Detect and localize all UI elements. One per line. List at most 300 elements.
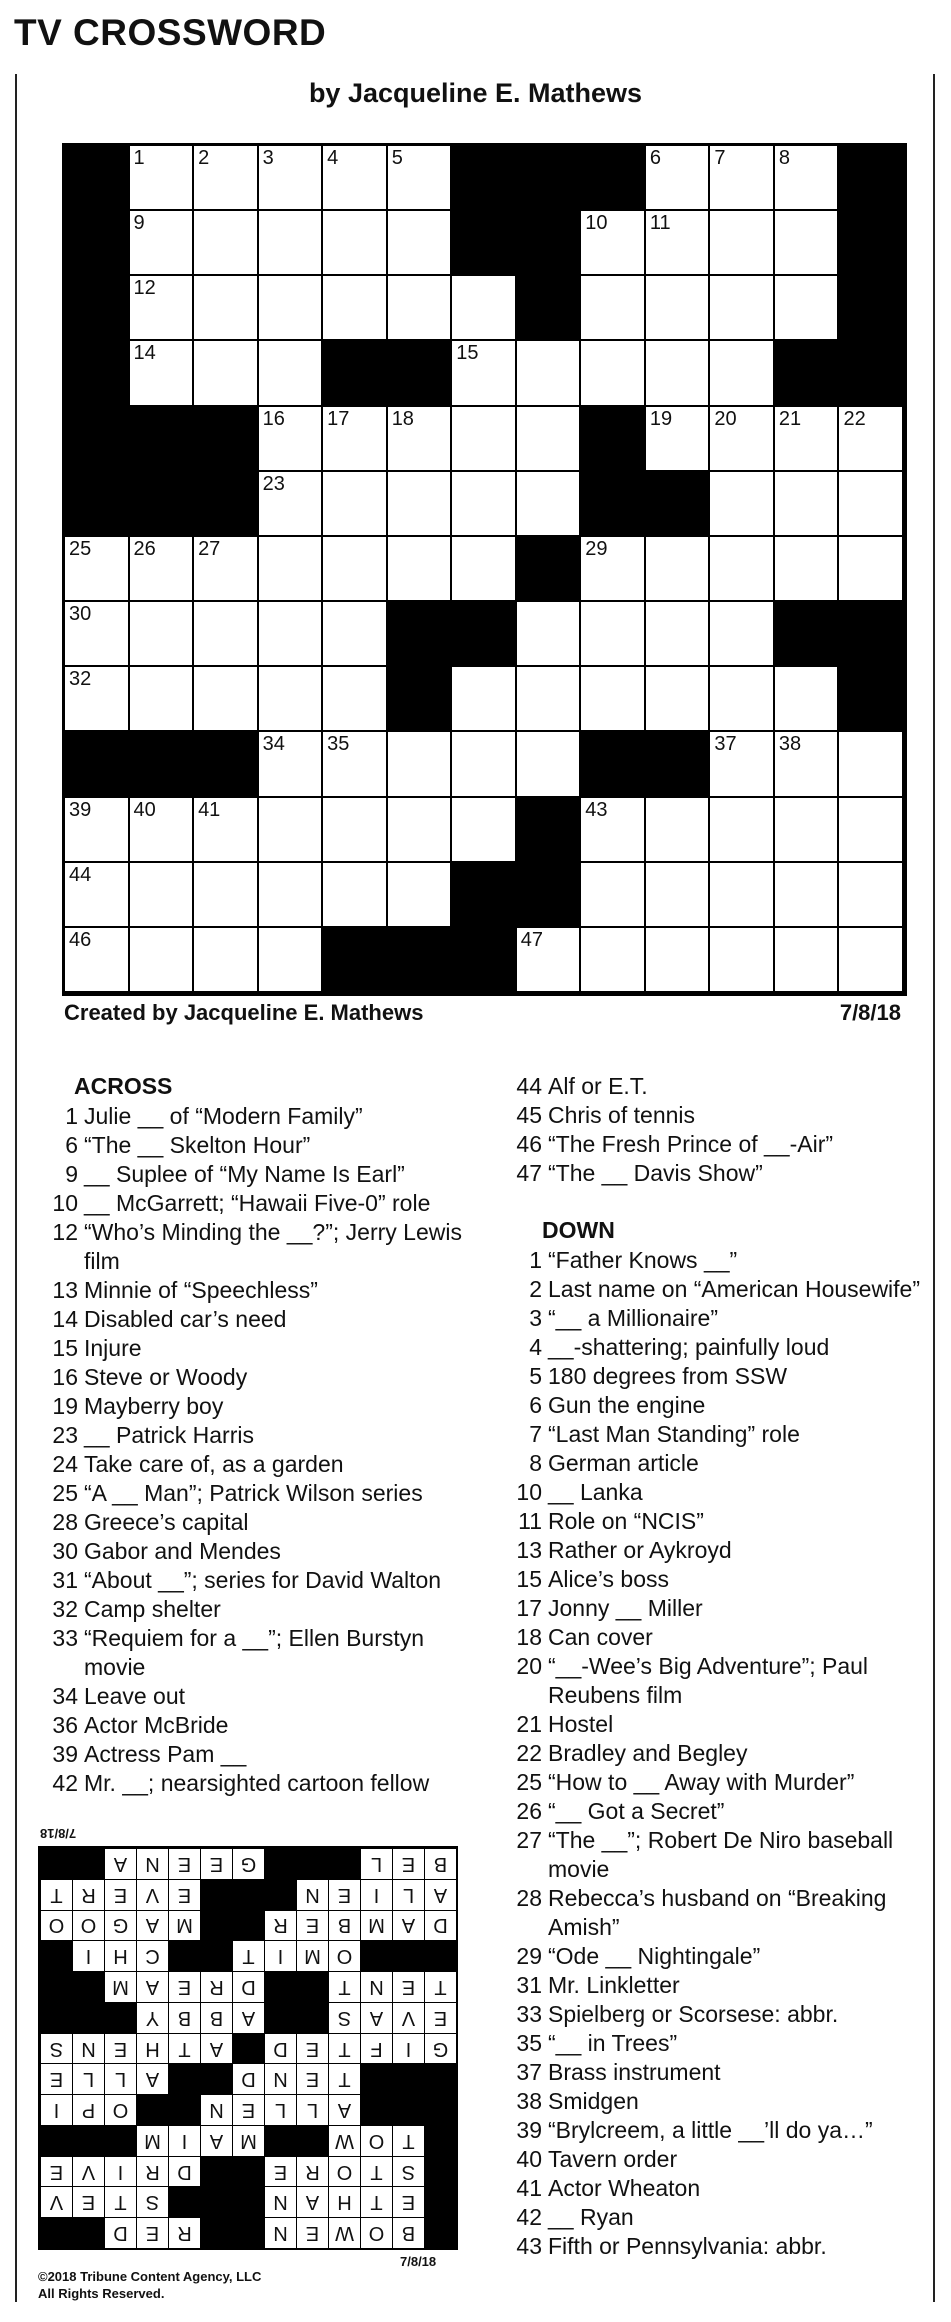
grid-cell[interactable] xyxy=(65,667,130,732)
answer-block xyxy=(232,2217,264,2248)
grid-cell[interactable] xyxy=(388,146,453,211)
answer-cell: N xyxy=(72,2033,104,2064)
grid-cell[interactable] xyxy=(452,667,517,732)
answer-block xyxy=(40,2217,72,2248)
clue-number: 23 xyxy=(262,472,285,495)
grid-cell[interactable] xyxy=(517,928,582,993)
clue-number: 31 xyxy=(52,1567,78,1593)
clue-number: 5 xyxy=(529,1363,542,1389)
grid-cell[interactable] xyxy=(323,472,388,537)
grid-cell[interactable] xyxy=(646,798,711,863)
answer-cell: E xyxy=(136,2217,168,2248)
clue-number: 12 xyxy=(52,1219,78,1245)
grid-cell[interactable] xyxy=(65,798,130,863)
grid-block xyxy=(130,407,195,472)
answer-cell: A xyxy=(200,2033,232,2064)
grid-cell[interactable] xyxy=(517,341,582,406)
clue-number: 14 xyxy=(52,1306,78,1332)
clue-number: 22 xyxy=(843,407,866,430)
grid-cell[interactable] xyxy=(517,407,582,472)
clue-number: 3 xyxy=(529,1305,542,1331)
grid-cell[interactable] xyxy=(259,928,324,993)
down-clue xyxy=(500,2087,930,2116)
grid-cell[interactable] xyxy=(839,732,904,797)
down-clue xyxy=(500,2203,930,2232)
answer-block xyxy=(424,2063,456,2094)
grid-cell[interactable] xyxy=(710,863,775,928)
clue-text: Tavern order xyxy=(548,2146,678,2172)
clue-number: 9 xyxy=(65,1161,78,1187)
grid-block xyxy=(517,863,582,928)
grid-cell[interactable] xyxy=(710,276,775,341)
grid-cell[interactable] xyxy=(517,732,582,797)
grid-cell[interactable] xyxy=(710,341,775,406)
answer-cell: D xyxy=(264,2033,296,2064)
byline: by Jacqueline E. Mathews xyxy=(308,78,643,108)
clue-text: Gabor and Mendes xyxy=(84,1538,281,1564)
down-clue xyxy=(500,1304,930,1333)
grid-cell[interactable] xyxy=(581,863,646,928)
clue-number: 34 xyxy=(262,733,285,756)
down-clue xyxy=(500,2116,930,2145)
grid-cell[interactable] xyxy=(388,211,453,276)
clue-text: Leave out xyxy=(84,1683,186,1709)
grid-cell[interactable] xyxy=(775,407,840,472)
grid-cell[interactable] xyxy=(775,928,840,993)
grid-cell[interactable] xyxy=(646,407,711,472)
grid-cell[interactable] xyxy=(452,276,517,341)
clue-text: Alice’s boss xyxy=(548,1566,670,1592)
answer-cell: C xyxy=(136,1940,168,1971)
grid-block xyxy=(65,276,130,341)
grid-cell[interactable] xyxy=(581,537,646,602)
answer-cell: D xyxy=(424,1910,456,1941)
answer-cell: N xyxy=(136,1848,168,1879)
grid-cell[interactable] xyxy=(65,928,130,993)
clue-number: 25 xyxy=(52,1480,78,1506)
grid-cell[interactable] xyxy=(452,798,517,863)
grid-cell[interactable] xyxy=(710,667,775,732)
answer-cell: O xyxy=(328,2156,360,2187)
answer-block xyxy=(72,1971,104,2002)
clue-number: 18 xyxy=(516,1624,542,1650)
down-clue xyxy=(500,1623,930,1652)
grid-cell[interactable] xyxy=(646,863,711,928)
frame-right-rule xyxy=(933,74,935,2302)
grid-cell[interactable] xyxy=(259,341,324,406)
answer-block xyxy=(360,1940,392,1971)
grid-cell[interactable] xyxy=(259,667,324,732)
answer-cell: E xyxy=(296,2063,328,2094)
grid-cell[interactable] xyxy=(130,667,195,732)
across-clue-list-continued xyxy=(500,1072,920,1188)
grid-cell[interactable] xyxy=(65,537,130,602)
grid-cell[interactable] xyxy=(194,928,259,993)
clue-text: Jonny __ Miller xyxy=(548,1595,703,1621)
clue-number: 24 xyxy=(52,1451,78,1477)
grid-block xyxy=(839,341,904,406)
clue-number: 37 xyxy=(516,2059,542,2085)
grid-cell[interactable] xyxy=(323,602,388,667)
clue-text: Role on “NCIS” xyxy=(548,1508,704,1534)
grid-cell[interactable] xyxy=(452,732,517,797)
clue-text: “Last Man Standing” role xyxy=(548,1421,800,1447)
grid-block xyxy=(388,602,453,667)
answer-cell: A xyxy=(104,1848,136,1879)
answer-cell: R xyxy=(200,1971,232,2002)
clue-number: 11 xyxy=(518,1508,542,1534)
grid-cell[interactable] xyxy=(839,537,904,602)
grid-cell[interactable] xyxy=(259,276,324,341)
grid-cell[interactable] xyxy=(646,667,711,732)
answer-cell: E xyxy=(40,2156,72,2187)
answer-block xyxy=(392,2063,424,2094)
grid-cell[interactable] xyxy=(581,928,646,993)
answer-cell: E xyxy=(104,1879,136,1910)
clue-number: 17 xyxy=(516,1595,542,1621)
grid-cell[interactable] xyxy=(710,798,775,863)
grid-cell[interactable] xyxy=(710,407,775,472)
grid-cell[interactable] xyxy=(775,667,840,732)
grid-cell[interactable] xyxy=(130,602,195,667)
clue-number: 46 xyxy=(69,928,92,951)
answer-block xyxy=(40,1848,72,1879)
grid-cell[interactable] xyxy=(775,276,840,341)
grid-block xyxy=(775,341,840,406)
grid-cell[interactable] xyxy=(388,732,453,797)
clue-text: Fifth or Pennsylvania: abbr. xyxy=(548,2233,827,2259)
across-heading: ACROSS xyxy=(74,1073,173,1099)
grid-cell[interactable] xyxy=(517,602,582,667)
grid-cell[interactable] xyxy=(259,798,324,863)
answer-block xyxy=(40,1940,72,1971)
answer-cell: G xyxy=(424,2033,456,2064)
grid-cell[interactable] xyxy=(259,211,324,276)
clue-number: 15 xyxy=(516,1566,542,1592)
clue-number: 7 xyxy=(714,147,726,169)
across-clue xyxy=(36,1566,476,1595)
down-clue xyxy=(500,1884,930,1942)
grid-cell[interactable] xyxy=(388,798,453,863)
answer-cell: N xyxy=(264,2186,296,2217)
grid-cell[interactable] xyxy=(710,732,775,797)
answer-cell: T xyxy=(40,1879,72,1910)
grid-cell[interactable] xyxy=(130,798,195,863)
clue-number: 1 xyxy=(529,1247,542,1273)
grid-cell[interactable] xyxy=(710,928,775,993)
answer-block xyxy=(232,2156,264,2187)
grid-block xyxy=(517,276,582,341)
clue-text: Injure xyxy=(84,1335,142,1361)
clue-number: 31 xyxy=(516,1972,542,1998)
grid-cell[interactable] xyxy=(646,211,711,276)
answer-cell: E xyxy=(72,2186,104,2217)
clue-text: Bradley and Begley xyxy=(548,1740,748,1766)
across-clue xyxy=(36,1421,476,1450)
grid-cell[interactable] xyxy=(452,472,517,537)
grid-cell[interactable] xyxy=(710,537,775,602)
clue-text: “__ in Trees” xyxy=(548,2030,678,2056)
created-by: Created by Jacqueline E. Mathews xyxy=(64,1000,424,1025)
clue-text: 180 degrees from SSW xyxy=(548,1363,788,1389)
across-clue xyxy=(36,1450,476,1479)
grid-cell[interactable] xyxy=(65,863,130,928)
answer-block xyxy=(296,2002,328,2033)
grid-cell[interactable] xyxy=(130,863,195,928)
answer-cell: A xyxy=(360,2002,392,2033)
grid-cell[interactable] xyxy=(775,537,840,602)
clue-number: 2 xyxy=(529,1276,542,1302)
frame-left-rule xyxy=(15,74,17,2302)
clue-number: 6 xyxy=(649,147,661,169)
grid-cell[interactable] xyxy=(581,667,646,732)
grid-cell[interactable] xyxy=(323,211,388,276)
answer-cell: T xyxy=(424,1971,456,2002)
clue-text: __ McGarrett; “Hawaii Five-0” role xyxy=(84,1190,431,1216)
grid-block xyxy=(646,472,711,537)
grid-cell[interactable] xyxy=(646,341,711,406)
grid-cell[interactable] xyxy=(323,732,388,797)
grid-cell[interactable] xyxy=(388,863,453,928)
answer-cell: M xyxy=(168,1910,200,1941)
answer-cell: A xyxy=(392,1910,424,1941)
across-clue xyxy=(500,1159,920,1188)
grid-cell[interactable] xyxy=(259,146,324,211)
answer-cell: S xyxy=(136,2186,168,2217)
down-clue xyxy=(500,2232,930,2261)
grid-cell[interactable] xyxy=(775,472,840,537)
grid-cell[interactable] xyxy=(194,341,259,406)
across-clue xyxy=(36,1740,476,1769)
clue-number: 29 xyxy=(585,537,608,560)
answer-block xyxy=(328,1848,360,1879)
clue-number: 18 xyxy=(391,407,414,430)
clue-number: 27 xyxy=(516,1827,542,1853)
grid-cell[interactable] xyxy=(646,537,711,602)
grid-cell[interactable] xyxy=(259,537,324,602)
grid-cell[interactable] xyxy=(581,602,646,667)
grid-cell[interactable] xyxy=(710,602,775,667)
answer-cell: E xyxy=(392,1848,424,1879)
answer-block xyxy=(424,2125,456,2156)
answer-cell: G xyxy=(232,1848,264,1879)
answer-cell: E xyxy=(296,1910,328,1941)
copyright-line-2: All Rights Reserved. xyxy=(38,2286,165,2301)
answer-cell: D xyxy=(232,1971,264,2002)
answer-cell: I xyxy=(72,1940,104,1971)
grid-cell[interactable] xyxy=(388,276,453,341)
across-clue xyxy=(500,1101,920,1130)
grid-cell[interactable] xyxy=(517,667,582,732)
clue-text: Minnie of “Speechless” xyxy=(84,1277,318,1303)
grid-cell[interactable] xyxy=(259,602,324,667)
grid-cell[interactable] xyxy=(194,211,259,276)
grid-cell[interactable] xyxy=(323,798,388,863)
answer-block xyxy=(392,1940,424,1971)
clue-text: Rather or Aykroyd xyxy=(548,1537,732,1563)
grid-cell[interactable] xyxy=(646,928,711,993)
grid-cell[interactable] xyxy=(194,537,259,602)
grid-cell[interactable] xyxy=(323,667,388,732)
grid-block xyxy=(388,667,453,732)
grid-cell[interactable] xyxy=(839,863,904,928)
clue-text: Mr. __; nearsighted cartoon fellow xyxy=(84,1770,430,1796)
clue-text: Take care of, as a garden xyxy=(84,1451,344,1477)
grid-cell[interactable] xyxy=(581,211,646,276)
grid-block xyxy=(65,341,130,406)
grid-cell[interactable] xyxy=(839,407,904,472)
answer-cell: B xyxy=(200,2002,232,2033)
grid-cell[interactable] xyxy=(259,407,324,472)
grid-cell[interactable] xyxy=(130,276,195,341)
across-clue xyxy=(36,1479,476,1508)
clue-text: Disabled car’s need xyxy=(84,1306,287,1332)
grid-cell[interactable] xyxy=(194,146,259,211)
grid-cell[interactable] xyxy=(775,798,840,863)
grid-cell[interactable] xyxy=(710,472,775,537)
grid-cell[interactable] xyxy=(710,211,775,276)
clue-number: 3 xyxy=(262,147,274,169)
grid-block xyxy=(646,732,711,797)
grid-block xyxy=(517,537,582,602)
grid-cell[interactable] xyxy=(194,276,259,341)
clue-text: “Father Knows __” xyxy=(548,1247,738,1273)
grid-cell[interactable] xyxy=(581,276,646,341)
down-clue xyxy=(500,1333,930,1362)
across-clue xyxy=(36,1392,476,1421)
clue-number: 9 xyxy=(133,212,145,235)
grid-cell[interactable] xyxy=(710,146,775,211)
answer-block xyxy=(200,1910,232,1941)
answer-cell: V xyxy=(392,2002,424,2033)
clue-text: __ Ryan xyxy=(548,2204,634,2230)
grid-cell[interactable] xyxy=(194,602,259,667)
grid-cell[interactable] xyxy=(775,863,840,928)
down-clue xyxy=(500,1739,930,1768)
answer-block xyxy=(264,1971,296,2002)
grid-cell[interactable] xyxy=(839,928,904,993)
answer-cell: S xyxy=(40,2033,72,2064)
grid-cell[interactable] xyxy=(775,732,840,797)
grid-cell[interactable] xyxy=(130,537,195,602)
grid-cell[interactable] xyxy=(259,863,324,928)
grid-cell[interactable] xyxy=(839,472,904,537)
clue-text: “__ a Millionaire” xyxy=(548,1305,719,1331)
answer-cell: E xyxy=(40,2063,72,2094)
grid-cell[interactable] xyxy=(452,341,517,406)
answer-block xyxy=(72,2125,104,2156)
grid-block xyxy=(839,602,904,667)
down-clue xyxy=(500,2145,930,2174)
clue-number: 43 xyxy=(585,798,608,821)
grid-cell[interactable] xyxy=(323,537,388,602)
grid-cell[interactable] xyxy=(130,928,195,993)
grid-cell[interactable] xyxy=(259,472,324,537)
clue-number: 33 xyxy=(52,1625,78,1651)
grid-cell[interactable] xyxy=(323,146,388,211)
clue-number: 4 xyxy=(529,1334,542,1360)
down-clue xyxy=(500,1826,930,1884)
answer-cell: L xyxy=(72,2063,104,2094)
answer-block xyxy=(232,2033,264,2064)
crossword-grid[interactable] xyxy=(62,143,907,996)
clue-text: Steve or Woody xyxy=(84,1364,248,1390)
grid-cell[interactable] xyxy=(130,146,195,211)
grid-cell[interactable] xyxy=(839,798,904,863)
grid-cell[interactable] xyxy=(452,537,517,602)
answer-block xyxy=(424,2217,456,2248)
clue-number: 5 xyxy=(391,147,403,169)
clue-number: 42 xyxy=(516,2204,542,2230)
answer-cell: L xyxy=(264,2094,296,2125)
grid-cell[interactable] xyxy=(259,732,324,797)
grid-cell[interactable] xyxy=(130,341,195,406)
grid-cell[interactable] xyxy=(388,472,453,537)
grid-cell[interactable] xyxy=(581,798,646,863)
grid-cell[interactable] xyxy=(388,537,453,602)
grid-cell[interactable] xyxy=(194,863,259,928)
answer-block xyxy=(424,2156,456,2187)
answer-cell: I xyxy=(264,1940,296,1971)
answer-cell: A xyxy=(136,2063,168,2094)
grid-block xyxy=(775,602,840,667)
clue-number: 35 xyxy=(327,733,350,756)
answer-block xyxy=(360,2063,392,2094)
clue-text: Camp shelter xyxy=(84,1596,221,1622)
down-clue xyxy=(500,1507,930,1536)
answer-cell: F xyxy=(360,2033,392,2064)
grid-cell[interactable] xyxy=(775,146,840,211)
grid-cell[interactable] xyxy=(646,276,711,341)
across-clue xyxy=(36,1218,476,1276)
grid-cell[interactable] xyxy=(388,407,453,472)
grid-cell[interactable] xyxy=(323,407,388,472)
clue-number: 37 xyxy=(714,733,737,756)
clue-number: 10 xyxy=(52,1190,78,1216)
answer-block xyxy=(424,2186,456,2217)
grid-cell[interactable] xyxy=(323,863,388,928)
grid-cell[interactable] xyxy=(194,798,259,863)
clue-text: Last name on “American Housewife” xyxy=(548,1276,920,1302)
grid-block xyxy=(323,341,388,406)
clue-text: Rebecca’s husband on “Breaking Amish” xyxy=(548,1885,887,1940)
answer-cell: E xyxy=(168,1879,200,1910)
grid-cell[interactable] xyxy=(517,472,582,537)
clue-number: 32 xyxy=(52,1596,78,1622)
grid-cell[interactable] xyxy=(194,667,259,732)
clue-number: 20 xyxy=(714,407,737,430)
grid-block xyxy=(65,407,130,472)
answer-cell: O xyxy=(360,2217,392,2248)
down-clue xyxy=(500,1971,930,2000)
grid-cell[interactable] xyxy=(646,146,711,211)
clue-number: 41 xyxy=(198,798,221,821)
answer-cell: E xyxy=(200,1848,232,1879)
grid-cell[interactable] xyxy=(65,602,130,667)
grid-cell[interactable] xyxy=(775,211,840,276)
down-clue xyxy=(500,1594,930,1623)
clue-number: 39 xyxy=(516,2117,542,2143)
grid-cell[interactable] xyxy=(646,602,711,667)
grid-cell[interactable] xyxy=(581,341,646,406)
answer-cell: H xyxy=(136,2033,168,2064)
clue-text: “About __”; series for David Walton xyxy=(84,1567,442,1593)
grid-cell[interactable] xyxy=(130,211,195,276)
grid-cell[interactable] xyxy=(452,407,517,472)
copyright-line-1: ©2018 Tribune Content Agency, LLC xyxy=(38,2269,262,2284)
answer-cell: T xyxy=(104,2186,136,2217)
grid-cell[interactable] xyxy=(323,276,388,341)
